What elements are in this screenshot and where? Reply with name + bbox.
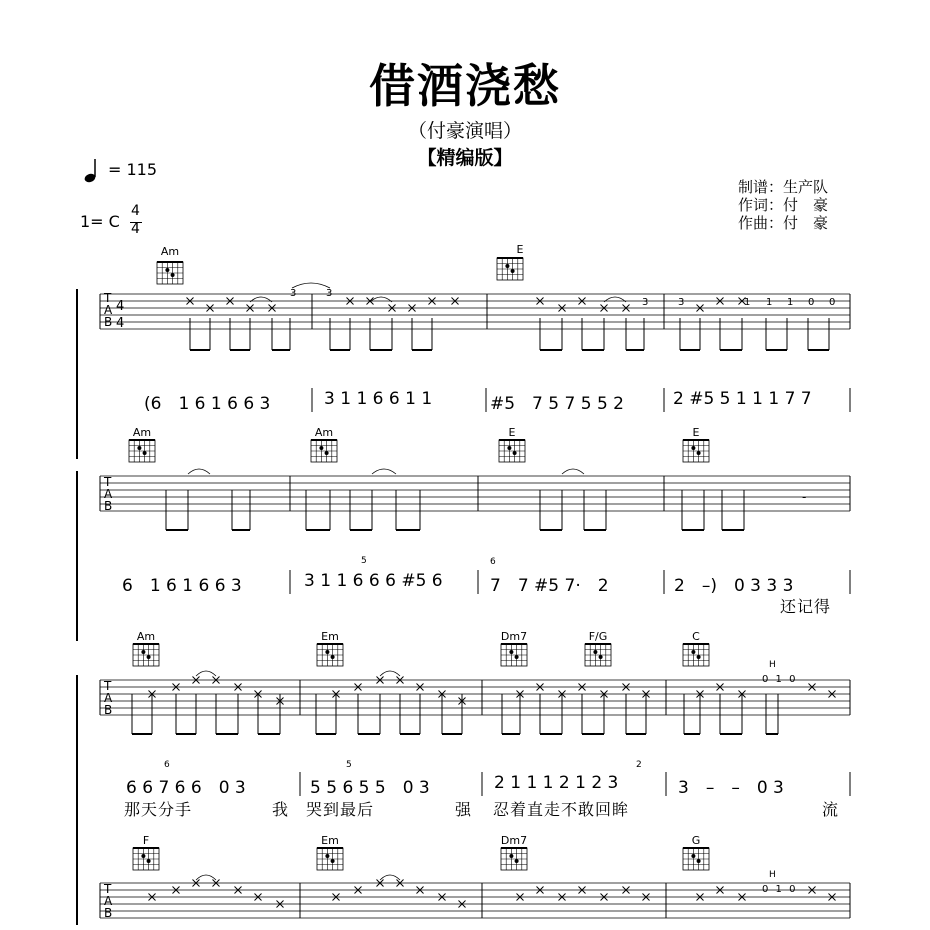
jianpu-measure: 3 1 1 6 6 6 #5 6 [304,571,443,591]
time-sig-bottom: 4 [131,221,140,237]
chord-name: Am [136,630,156,643]
chord-finger [325,650,329,654]
tab-number: 3 [326,288,333,299]
chord-name: Am [314,426,334,439]
chord-name: Em [321,834,339,847]
jianpu-measure: 6 1 6 1 6 6 3 [122,576,242,596]
chord-name: F/G [588,630,608,643]
chord-finger [511,269,515,273]
tab-time-signature: 4 4 [116,299,125,331]
lyric: 还记得 [780,597,832,616]
tab-clef: T A B [104,291,113,329]
chord-finger [331,859,335,863]
tab-number: 1 [787,297,794,308]
tab-number: 0 [829,297,836,308]
chord-finger [515,859,519,863]
tab-rest: - [802,490,807,504]
slur [380,875,400,880]
chord-finger [509,854,513,858]
chord-finger [505,264,509,268]
chord-name: F [142,834,150,847]
grace-note: 6 [490,557,496,567]
chord-finger [141,650,145,654]
chord-name: E [508,426,516,439]
tab-number: 1 [744,297,751,308]
chord-finger [137,446,141,450]
grace-note: 5 [361,556,367,566]
tab-number: 0 1 0 [762,674,798,685]
jianpu-measure: #5 7 5 7 5 5 2 [490,394,624,414]
chord-finger [147,859,151,863]
chord-finger [507,446,511,450]
jianpu-measure: 3 1 1 6 6 1 1 [324,389,433,409]
chord-finger [165,268,169,272]
slur [196,875,216,880]
credit-lyricist: 作词：付 豪 [738,196,829,214]
credit-arranger: 制谱：生产队 [738,178,829,196]
jianpu-measure: 3 – – 0 3 [678,778,784,798]
tab-number: 3 [678,297,685,308]
version-line: 【精编版】 [417,147,513,169]
tab-number: 3 [642,297,649,308]
performer-line: （付豪演唱） [407,120,522,142]
chord-name: Dm7 [500,630,528,643]
grace-note: 2 [636,760,642,770]
chord-finger [143,451,147,455]
jianpu-measure: 7 7 #5 7· 2 [490,576,609,596]
chord-finger [513,451,517,455]
lyric: 哭到最后 [306,800,375,819]
jianpu-measure: (6 1 6 1 6 6 3 [144,394,271,414]
song-title: 借酒浇愁 [369,59,561,113]
jianpu-measure: 2 1 1 1 2 1 2 3 [494,773,619,793]
hammer-on-mark: H [769,870,776,880]
slur [372,469,396,474]
lyric: 忍着直走不敢回眸 [493,800,630,819]
lyric: 强 [455,800,473,819]
lyric: 那天分手 [124,800,193,819]
time-sig-top: 4 [131,203,140,219]
grace-note: 5 [346,760,352,770]
slur [292,283,330,288]
chord-finger [697,859,701,863]
chord-name: Am [160,245,180,258]
chord-finger [331,655,335,659]
chord-finger [697,655,701,659]
jianpu-measure: 6 6 7 6 6 0 3 [126,778,246,798]
chord-finger [593,650,597,654]
key-signature: 1= C [80,212,120,231]
chord-finger [147,655,151,659]
chord-finger [171,273,175,277]
tab-clef: T A B [104,475,113,513]
chord-name: E [692,426,700,439]
chord-finger [691,854,695,858]
chord-finger [141,854,145,858]
credit-composer: 作曲：付 豪 [738,214,829,232]
jianpu-measure: 2 #5 5 1 1 1 7 7 [673,389,812,409]
tempo-value: = 115 [108,160,158,179]
chord-finger [509,650,513,654]
tab-number: 0 1 0 [762,884,798,895]
lyric: 流 [822,800,840,819]
hammer-on-mark: H [769,660,776,670]
chord-name: C [692,630,700,643]
jianpu-measure: 5 5 6 5 5 0 3 [310,778,430,798]
tab-number: 3 [290,288,297,299]
chord-finger [325,451,329,455]
chord-name: E [516,243,524,256]
chord-finger [599,655,603,659]
tab-clef: T A B [104,679,113,717]
slur [562,469,584,474]
slur [196,671,216,676]
chord-finger [691,650,695,654]
slur [380,671,400,676]
chord-name: Am [132,426,152,439]
chord-name: Em [321,630,339,643]
tab-number: 1 [766,297,773,308]
tab-number: 0 [808,297,815,308]
grace-note: 6 [164,760,170,770]
chord-name: Dm7 [500,834,528,847]
chord-finger [515,655,519,659]
tab-clef: T A B [104,882,113,920]
chord-finger [325,854,329,858]
slur [188,469,210,474]
chord-finger [319,446,323,450]
chord-name: G [691,834,701,847]
jianpu-measure: 2 –) 0 3 3 3 [674,576,794,596]
chord-finger [691,446,695,450]
lyric: 我 [272,800,290,819]
chord-finger [697,451,701,455]
